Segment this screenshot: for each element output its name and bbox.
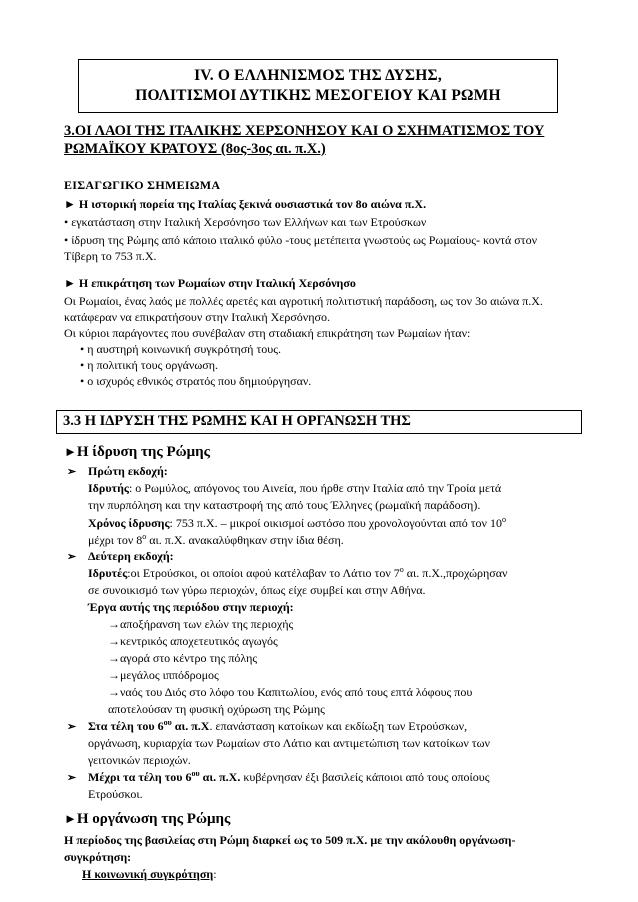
version2-works-label: Έργα αυτής της περιόδου στην περιοχή: [88, 600, 294, 614]
version2-label: Δεύτερη εκδοχή: [88, 549, 174, 563]
version1-label: Πρώτη εκδοχή: [88, 464, 168, 478]
organization-subheading [64, 811, 230, 828]
works-item: →μεγάλος ιππόδρομος [108, 668, 219, 682]
section3-heading-line1: 3.ΟΙ ΛΑΟΙ ΤΗΣ ΙΤΑΛΙΚΗΣ ΧΕΡΣΟΝΗΣΟΥ ΚΑΙ Ο ΣΧΗΜΑΤΙΣΜΟΣ ΤΟΥ [64, 123, 545, 139]
chapter-title-box [78, 59, 558, 113]
organization-line1: Η περίοδος της βασιλείας στη Ρώμη διαρκεί ως το 509 π.Χ. με την ακόλουθη οργάνωση- [64, 833, 516, 847]
founding-subheading [64, 444, 210, 461]
version1-date: Χρόνος ίδρυσης: 753 π.Χ. – μικροί οικισμοί ωστόσο που χρονολογούνται από τον $10^o$ [88, 515, 506, 530]
section3-heading-line2: ΡΩΜΑΪΚΟΥ ΚΡΑΤΟΥΣ (8ος-3ος αι. π.Χ.) [64, 141, 326, 157]
section33-heading: 3.3 Η ΙΔΡΥΣΗ ΤΗΣ ΡΩΜΗΣ ΚΑΙ Η ΟΡΓΑΝΩΣΗ ΤΗΣ [63, 413, 411, 429]
intro-bullet2-line1: • ίδρυση της Ρώμης από κάποιο ιταλικό φύλο -τους μετέπειτα γνωστούς ως Ρωμαίους- κοντά στον [64, 233, 537, 247]
intro-bullet1: • εγκατάσταση στην Ιταλική Χερσόνησο των Ελλήνων και των Ετρούσκων [64, 215, 427, 229]
until6-line1: Μέχρι τα τέλη του $6^{o\upsilon}$ αι. π.Χ. κυβέρνησαν έξι βασιλείς κάποιοι από τους οποίους [88, 769, 490, 784]
works-item: →κεντρικός αποχετευτικός αγωγός [108, 634, 278, 648]
chapter-title-line2: ΠΟΛΙΤΙΣΜΟΙ ΔΥΤΙΚΗΣ ΜΕΣΟΓΕΙΟΥ ΚΑΙ ΡΩΜΗ [135, 87, 501, 104]
version1-founder-cont: την πυρπόληση και την καταστροφή της από τους Έλληνες (ρωμαϊκή παράδοση). [88, 498, 481, 512]
version2-founders-cont: σε συνοικισμό των γύρω περιοχών, όπως είχε συμβεί και στην Αθήνα. [88, 583, 426, 597]
pointer-arrow-icon: ► [64, 811, 77, 826]
pointer-arrow-icon: ► [64, 444, 77, 459]
chapter-title-line1: IV. Ο ΕΛΛΗΝΙΣΜΟΣ ΤΗΣ ΔΥΣΗΣ, [194, 67, 442, 84]
factor-item: • η αυστηρή κοινωνική συγκρότησή τους. [80, 342, 281, 356]
factor-item: • η πολιτική τους οργάνωση. [80, 358, 218, 372]
works-item-temple-cont: αποτελούσαν τη φυσική οχύρωση της Ρώμης [108, 702, 325, 716]
chevron-bullet-icon: ➢ [67, 466, 77, 478]
intro-point1-heading: ► Η ιστορική πορεία της Ιταλίας ξεκινά ουσιαστικά τον 8ο αιώνα π.Χ. [64, 197, 427, 211]
works-item: →αποξήρανση των ελών της περιοχής [108, 617, 294, 631]
social-structure-label: Η κοινωνική συγκρότηση: [82, 867, 217, 881]
section3-heading [64, 122, 594, 158]
factor-item: • ο ισχυρός εθνικός στρατός που δημιούργησαν. [80, 374, 312, 388]
end6-line3: γειτονικών περιοχών. [88, 753, 191, 767]
intro-bullet2-line2: Τίβερη το 753 π.Χ. [64, 249, 157, 263]
end6-line1: Στα τέλη του $6^{o\upsilon}$ αι. π.Χ. επανάσταση κατοίκων και εκδίωξη των Ετρούσκων, [88, 718, 468, 733]
version2-founders: Ιδρυτές:οι Ετρούσκοι, οι οποίοι αφού κατέλαβαν το Λάτιο τον $7^o$ αι. π.Χ.,προχώρησαν [88, 565, 508, 580]
until6-line2: Ετρούσκοι. [88, 787, 143, 801]
founding-subheading-text: Η ίδρυση της Ρώμης [76, 444, 210, 460]
version1-founder: Ιδρυτής: ο Ρωμύλος, απόγονος του Αινεία, που ήρθε στην Ιταλία από την Τροία μετά [88, 481, 502, 495]
works-item: →αγορά στο κέντρο της πόλης [108, 651, 258, 665]
intro-para-line2: κατάφεραν να επικρατήσουν στην Ιταλική Χερσόνησο. [64, 310, 330, 324]
chevron-bullet-icon: ➢ [67, 772, 77, 784]
chevron-bullet-icon: ➢ [67, 551, 77, 563]
intro-label: ΕΙΣΑΓΩΓΙΚΟ ΣΗΜΕΙΩΜΑ [64, 178, 221, 192]
end6-line2: οργάνωση, κυριαρχία των Ρωμαίων στο Λάτιο και αντιμετώπιση των κατοίκων των [88, 736, 490, 750]
works-item-temple: →ναός του Διός στο λόφο του Καπιτωλίου, ενός από τους επτά λόφους που [108, 685, 473, 699]
intro-point2-heading: ► Η επικράτηση των Ρωμαίων στην Ιταλική Χερσόνησο [64, 276, 356, 290]
organization-subheading-text: Η οργάνωση της Ρώμης [76, 811, 231, 827]
organization-line2: συγκρότηση: [64, 850, 132, 864]
intro-para-line3: Οι κύριοι παράγοντες που συνέβαλαν στη σταδιακή επικράτηση των Ρωμαίων ήταν: [64, 326, 471, 340]
version1-date-cont: μέχρι τον $8^o$ αι. π.Χ. ανακαλύφθηκαν στην ίδια θέση. [88, 532, 344, 547]
chevron-bullet-icon: ➢ [67, 721, 77, 733]
intro-para-line1: Οι Ρωμαίοι, ένας λαός με πολλές αρετές και αγροτική πολιτιστική παράδοση, ως τον 3ο αιώνα π.Χ. [64, 294, 543, 308]
section33-heading-box [56, 410, 582, 434]
